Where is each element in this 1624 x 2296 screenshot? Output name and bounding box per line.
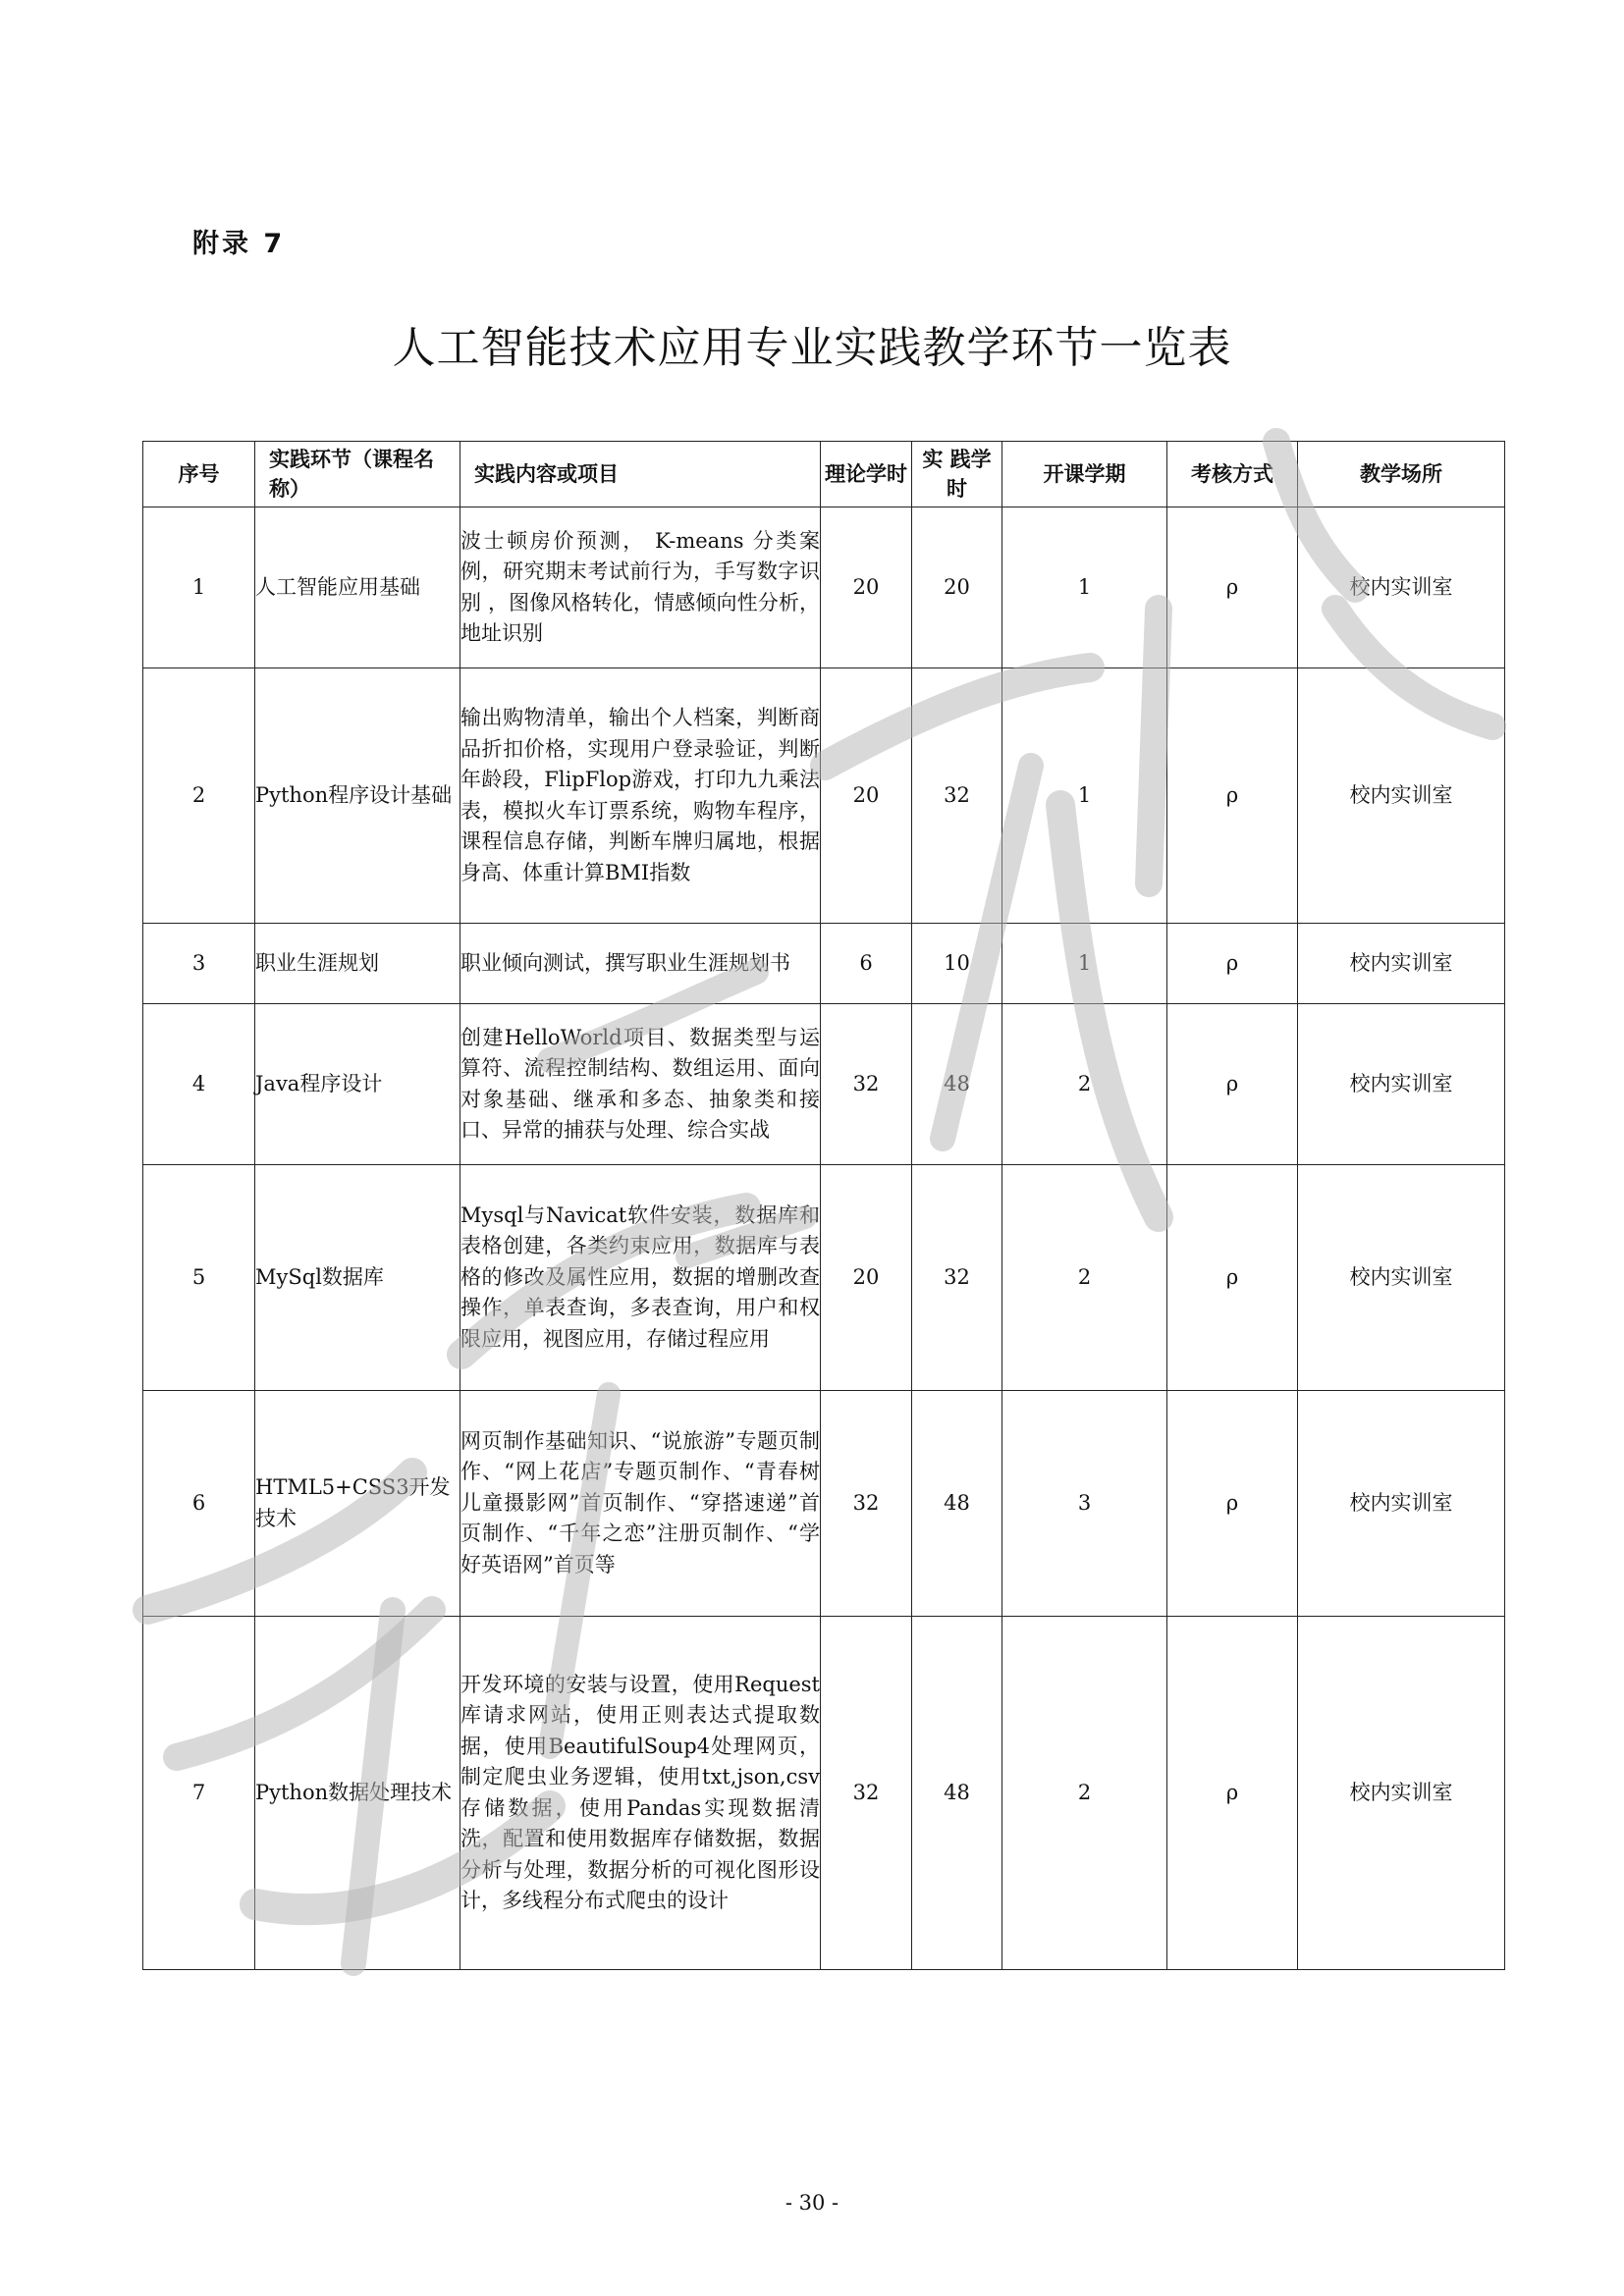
row-assessment: ρ <box>1167 1391 1298 1617</box>
row-content: 开发环境的安装与设置，使用Request库请求网站，使用正则表达式提取数据，使用BeautifulSoup4处理网页，制定爬虫业务逻辑，使用txt,json,csv存储数据，使用Pandas实现数据清洗，配置和使用数据库存储数据，数据分析与处理，数据分析的可视化图形设计，多线程分布式爬虫的设计 <box>460 1617 821 1970</box>
row-practice-hours: 10 <box>912 924 1002 1004</box>
row-content: 职业倾向测试，撰写职业生涯规划书 <box>460 924 821 1004</box>
row-theory-hours: 32 <box>821 1391 912 1617</box>
row-content: Mysql与Navicat软件安装，数据库和表格创建，各类约束应用，数据库与表格的修改及属性应用，数据的增删改查操作，单表查询，多表查询，用户和权限应用，视图应用，存储过程应用 <box>460 1165 821 1391</box>
header-no: 序号 <box>143 442 255 507</box>
row-course: Python数据处理技术 <box>255 1617 460 1970</box>
table-row <box>143 1165 1505 1391</box>
practice-table <box>142 441 1505 1970</box>
row-assessment: ρ <box>1167 924 1298 1004</box>
row-assessment: ρ <box>1167 668 1298 924</box>
row-practice-hours: 32 <box>912 1165 1002 1391</box>
row-practice-hours: 48 <box>912 1004 1002 1165</box>
row-assessment: ρ <box>1167 1617 1298 1970</box>
row-no: 5 <box>143 1165 255 1391</box>
row-no: 7 <box>143 1617 255 1970</box>
row-semester: 2 <box>1002 1617 1167 1970</box>
row-content: 网页制作基础知识、“说旅游”专题页制作、“网上花店”专题页制作、“青春树儿童摄影网”首页制作、“穿搭速递”首页制作、“千年之恋”注册页制作、“学好英语网”首页等 <box>460 1391 821 1617</box>
row-course: 人工智能应用基础 <box>255 507 460 668</box>
row-location: 校内实训室 <box>1298 1617 1505 1970</box>
row-location: 校内实训室 <box>1298 507 1505 668</box>
row-theory-hours: 32 <box>821 1004 912 1165</box>
row-practice-hours: 48 <box>912 1617 1002 1970</box>
page-number: - 30 - <box>785 2191 839 2215</box>
row-no: 3 <box>143 924 255 1004</box>
row-practice-hours: 32 <box>912 668 1002 924</box>
table-row <box>143 1391 1505 1617</box>
appendix-label: 附录 7 <box>192 229 286 259</box>
row-no: 1 <box>143 507 255 668</box>
row-location: 校内实训室 <box>1298 1391 1505 1617</box>
row-semester: 2 <box>1002 1004 1167 1165</box>
row-course: Java程序设计 <box>255 1004 460 1165</box>
header-content: 实践内容或项目 <box>460 442 821 507</box>
document-title: 人工智能技术应用专业实践教学环节一览表 <box>392 323 1232 373</box>
header-assessment: 考核方式 <box>1167 442 1298 507</box>
row-no: 6 <box>143 1391 255 1617</box>
row-theory-hours: 20 <box>821 1165 912 1391</box>
row-location: 校内实训室 <box>1298 668 1505 924</box>
row-semester: 1 <box>1002 668 1167 924</box>
table-header-row <box>143 442 1505 507</box>
header-course: 实践环节（课程名称） <box>255 442 460 507</box>
row-content: 输出购物清单，输出个人档案，判断商品折扣价格，实现用户登录验证，判断年龄段，FlipFlop游戏，打印九九乘法表，模拟火车订票系统，购物车程序，课程信息存储，判断车牌归属地，根据身高、体重计算BMI指数 <box>460 668 821 924</box>
header-semester: 开课学期 <box>1002 442 1167 507</box>
row-no: 2 <box>143 668 255 924</box>
header-location: 教学场所 <box>1298 442 1505 507</box>
table-row <box>143 1617 1505 1970</box>
row-theory-hours: 20 <box>821 668 912 924</box>
row-course: Python程序设计基础 <box>255 668 460 924</box>
header-theory-hours: 理论学时 <box>821 442 912 507</box>
row-practice-hours: 20 <box>912 507 1002 668</box>
row-semester: 2 <box>1002 1165 1167 1391</box>
row-content: 波士顿房价预测， K-means 分类案例，研究期末考试前行为，手写数字识别 ，图像风格转化，情感倾向性分析，地址识别 <box>460 507 821 668</box>
row-course: 职业生涯规划 <box>255 924 460 1004</box>
table-row <box>143 668 1505 924</box>
row-course: MySql数据库 <box>255 1165 460 1391</box>
row-assessment: ρ <box>1167 1004 1298 1165</box>
row-content: 创建HelloWorld项目、数据类型与运算符、流程控制结构、数组运用、面向对象基础、继承和多态、抽象类和接口、异常的捕获与处理、综合实战 <box>460 1004 821 1165</box>
table-row <box>143 507 1505 668</box>
row-semester: 1 <box>1002 924 1167 1004</box>
row-practice-hours: 48 <box>912 1391 1002 1617</box>
row-assessment: ρ <box>1167 507 1298 668</box>
table-row <box>143 1004 1505 1165</box>
row-assessment: ρ <box>1167 1165 1298 1391</box>
row-location: 校内实训室 <box>1298 1165 1505 1391</box>
row-course: HTML5+CSS3开发技术 <box>255 1391 460 1617</box>
row-theory-hours: 32 <box>821 1617 912 1970</box>
row-location: 校内实训室 <box>1298 924 1505 1004</box>
table-row <box>143 924 1505 1004</box>
header-practice-hours: 实 践学时 <box>912 442 1002 507</box>
row-theory-hours: 20 <box>821 507 912 668</box>
row-no: 4 <box>143 1004 255 1165</box>
row-theory-hours: 6 <box>821 924 912 1004</box>
row-location: 校内实训室 <box>1298 1004 1505 1165</box>
row-semester: 1 <box>1002 507 1167 668</box>
row-semester: 3 <box>1002 1391 1167 1617</box>
